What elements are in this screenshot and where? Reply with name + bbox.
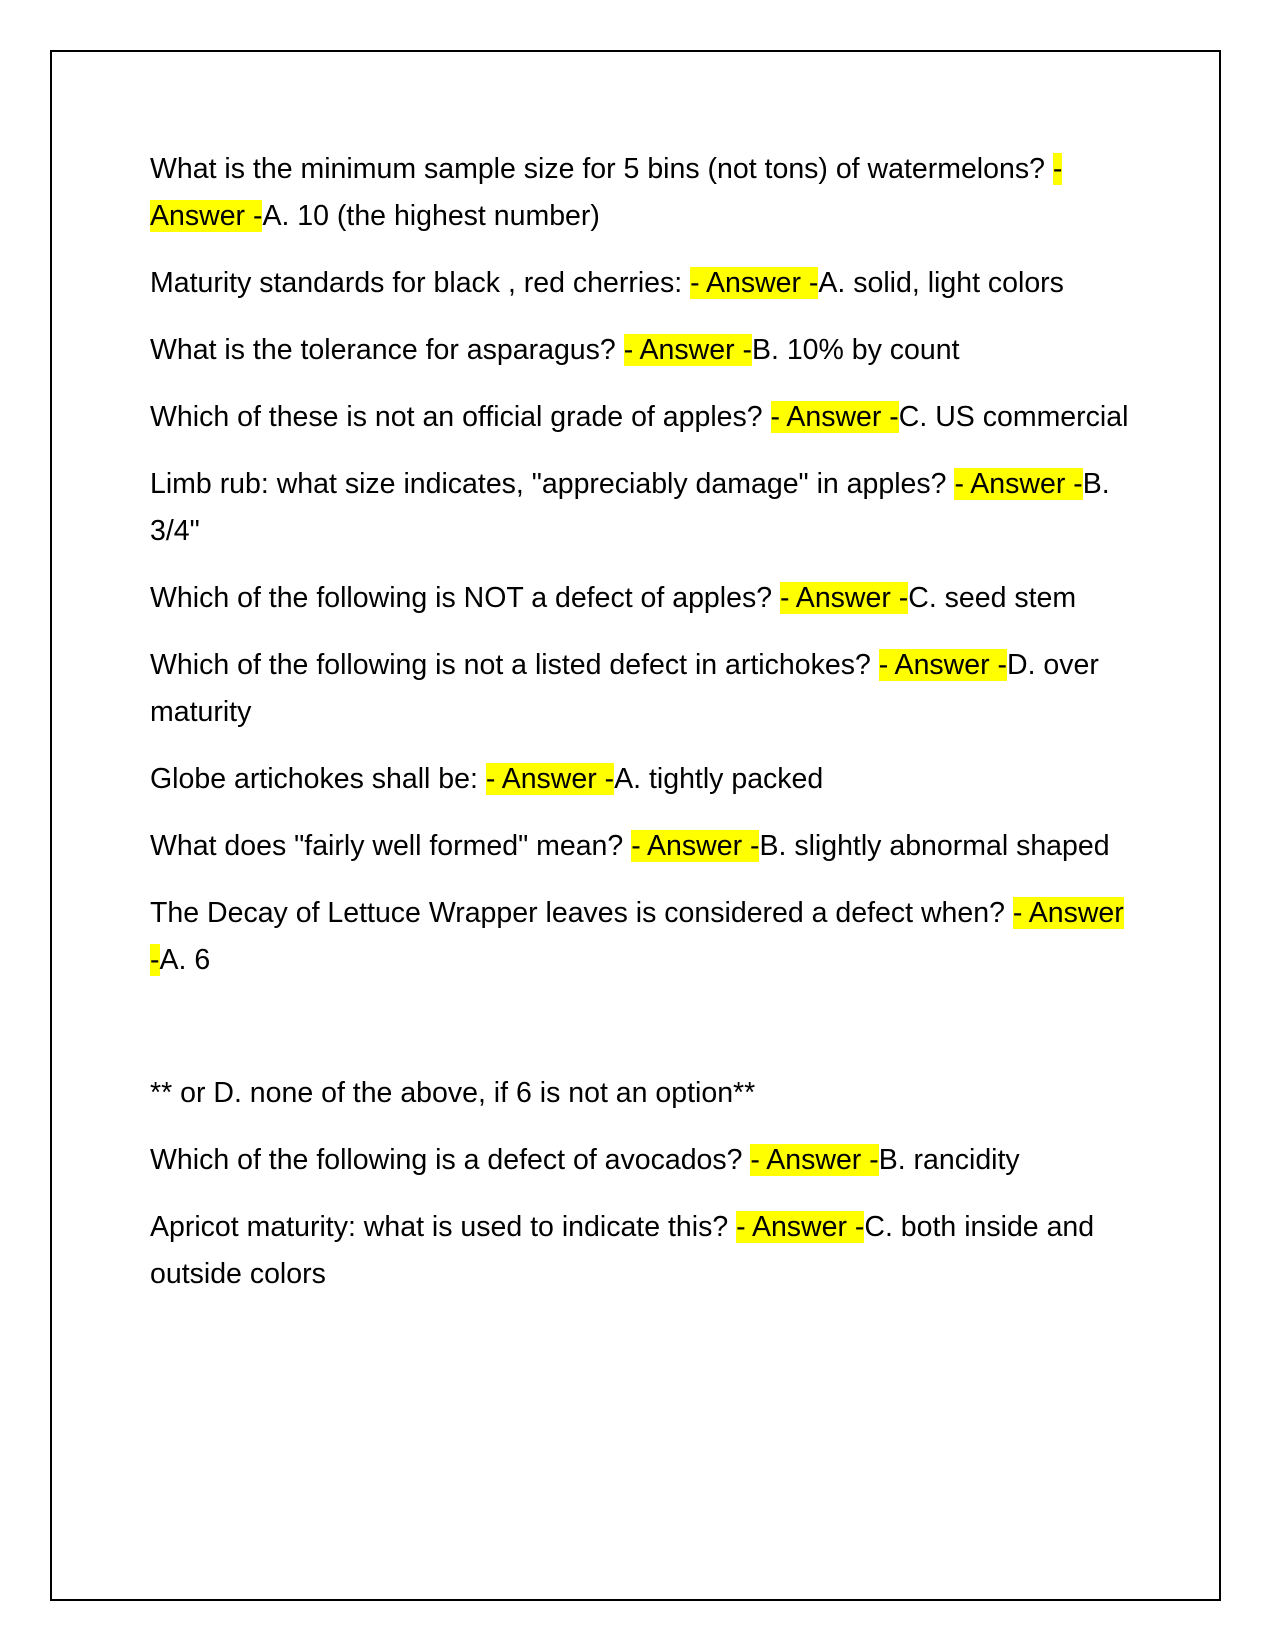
answer-text: B. 10% by count [751,334,960,366]
question-text: The Decay of Lettuce Wrapper leaves is considered a defect when? [150,897,1013,929]
question-text: What does "fairly well formed" mean? [150,830,632,862]
answer-text: A. tightly packed [614,763,824,795]
answer-marker: - Answer - [770,401,899,433]
qa-item [150,575,1130,622]
answer-marker: - Answer - [623,334,752,366]
answer-marker: - Answer - [150,897,1124,976]
answer-text: C. seed stem [908,582,1077,614]
answer-marker: - Answer - [150,153,1063,232]
answer-text: A. solid, light colors [818,267,1064,299]
question-text: Globe artichokes shall be: [150,763,486,795]
answer-marker: - Answer - [954,468,1083,500]
question-text: Which of the following is a defect of avocados? [150,1144,751,1176]
qa-item [150,756,1130,803]
qa-item [150,146,1130,240]
qa-item [150,642,1130,736]
qa-item [150,327,1130,374]
answer-marker: - Answer - [736,1211,865,1243]
document-body [150,146,1130,1318]
answer-marker: - Answer - [878,649,1007,681]
qa-item [150,823,1130,870]
answer-text: C. US commercial [898,401,1129,433]
answer-marker: - Answer - [631,830,760,862]
answer-marker: - Answer - [690,267,819,299]
question-text: Which of the following is NOT a defect of apples? [150,582,780,614]
qa-item [150,394,1130,441]
question-text: What is the tolerance for asparagus? [150,334,624,366]
answer-text: B. 3/4" [150,468,1110,547]
answer-text: B. slightly abnormal shaped [759,830,1110,862]
answer-text: B. rancidity [878,1144,1020,1176]
note-text: ** or D. none of the above, if 6 is not an option** [150,1077,756,1109]
question-text: Limb rub: what size indicates, "appreciably damage" in apples? [150,468,955,500]
qa-item [150,1137,1130,1184]
question-text: Apricot maturity: what is used to indicate this? [150,1211,737,1243]
question-text: Which of these is not an official grade of apples? [150,401,771,433]
answer-text: A. 6 [159,944,211,976]
answer-marker: - Answer - [750,1144,879,1176]
question-text: Which of the following is not a listed defect in artichokes? [150,649,879,681]
qa-item [150,1204,1130,1298]
question-text: What is the minimum sample size for 5 bins (not tons) of watermelons? [150,153,1053,185]
answer-text: D. over maturity [150,649,1099,728]
answer-marker: - Answer - [485,763,615,795]
question-text: Maturity standards for black , red cherries: [150,267,691,299]
qa-item [150,890,1130,984]
answer-text: C. both inside and outside colors [150,1211,1095,1290]
qa-item [150,461,1130,555]
answer-marker: - Answer - [779,582,909,614]
qa-item [150,260,1130,307]
answer-text: A. 10 (the highest number) [262,200,600,232]
